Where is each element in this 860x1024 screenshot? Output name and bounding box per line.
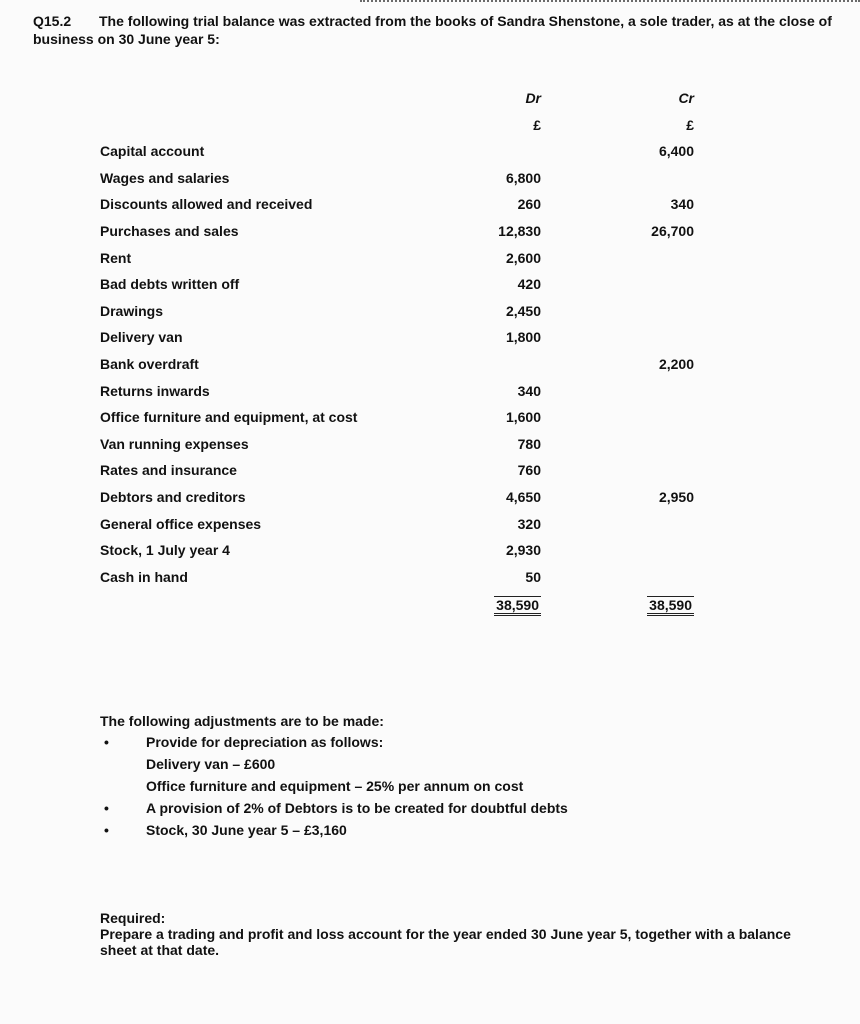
row-dr: 50 bbox=[525, 569, 541, 585]
row-label: Van running expenses bbox=[100, 436, 249, 452]
adjustments-intro: The following adjustments are to be made: bbox=[100, 713, 384, 729]
table-row bbox=[0, 383, 860, 403]
table-row bbox=[0, 436, 860, 456]
table-row bbox=[0, 569, 860, 589]
row-dr: 780 bbox=[517, 436, 541, 452]
question-heading bbox=[33, 12, 833, 48]
row-label: Wages and salaries bbox=[100, 170, 230, 186]
row-label: Bad debts written off bbox=[100, 276, 240, 292]
table-row bbox=[0, 356, 860, 376]
row-label: Debtors and creditors bbox=[100, 489, 246, 505]
row-dr: 1,800 bbox=[505, 329, 541, 345]
total-cr: 38,590 bbox=[647, 596, 694, 616]
bullet: • bbox=[104, 822, 109, 838]
row-dr: 2,600 bbox=[505, 250, 541, 266]
row-dr: 320 bbox=[517, 516, 541, 532]
row-label: Rates and insurance bbox=[100, 462, 237, 478]
row-dr: 340 bbox=[517, 383, 541, 399]
row-dr: 420 bbox=[517, 276, 541, 292]
top-rule bbox=[360, 0, 860, 6]
currency-headers bbox=[0, 117, 860, 137]
table-row bbox=[0, 329, 860, 349]
question-text: The following trial balance was extracted from the books of Sandra Shenstone, a sole trader, as at the close of business on 30 June year 5: bbox=[33, 13, 832, 47]
adjustment-text: A provision of 2% of Debtors is to be created for doubtful debts bbox=[146, 800, 568, 816]
depreciation-furniture: Office furniture and equipment – 25% per annum on cost bbox=[146, 778, 524, 794]
table-row bbox=[0, 250, 860, 270]
required-heading: Required: bbox=[100, 910, 166, 926]
adjustment-text: Provide for depreciation as follows: bbox=[146, 734, 384, 750]
table-row bbox=[0, 409, 860, 429]
table-row bbox=[0, 462, 860, 482]
table-row bbox=[0, 196, 860, 216]
row-cr: 2,950 bbox=[658, 489, 694, 505]
cr-header: Cr bbox=[678, 90, 694, 106]
dr-currency: £ bbox=[533, 117, 541, 133]
row-label: Capital account bbox=[100, 143, 205, 159]
row-dr: 260 bbox=[517, 196, 541, 212]
row-label: Rent bbox=[100, 250, 132, 266]
dr-header: Dr bbox=[525, 90, 541, 106]
question-number: Q15.2 bbox=[33, 13, 72, 29]
row-label: Delivery van bbox=[100, 329, 183, 345]
table-row bbox=[0, 303, 860, 323]
total-dr: 38,590 bbox=[494, 596, 541, 616]
table-row bbox=[0, 489, 860, 509]
row-label: Bank overdraft bbox=[100, 356, 199, 372]
row-cr: 26,700 bbox=[651, 223, 694, 239]
row-dr: 2,450 bbox=[505, 303, 541, 319]
row-dr: 4,650 bbox=[505, 489, 541, 505]
adjustment-text: Stock, 30 June year 5 – £3,160 bbox=[146, 822, 347, 838]
row-dr: 12,830 bbox=[498, 223, 541, 239]
row-cr: 2,200 bbox=[658, 356, 694, 372]
row-label: Office furniture and equipment, at cost bbox=[100, 409, 358, 425]
table-row bbox=[0, 223, 860, 243]
row-label: Purchases and sales bbox=[100, 223, 239, 239]
row-dr: 6,800 bbox=[505, 170, 541, 186]
table-row bbox=[0, 143, 860, 163]
column-headers bbox=[0, 90, 860, 110]
totals-row bbox=[0, 596, 860, 616]
table-row bbox=[0, 276, 860, 296]
table-row bbox=[0, 542, 860, 562]
row-dr: 1,600 bbox=[505, 409, 541, 425]
required-section bbox=[100, 910, 830, 958]
row-label: Cash in hand bbox=[100, 569, 188, 585]
row-dr: 760 bbox=[517, 462, 541, 478]
row-label: Drawings bbox=[100, 303, 164, 319]
table-row bbox=[0, 170, 860, 190]
row-cr: 340 bbox=[670, 196, 694, 212]
row-label: Stock, 1 July year 4 bbox=[100, 542, 230, 558]
depreciation-van: Delivery van – £600 bbox=[146, 756, 276, 772]
row-label: General office expenses bbox=[100, 516, 262, 532]
required-text: Prepare a trading and profit and loss account for the year ended 30 June year 5, together with a balance sheet at that date. bbox=[100, 926, 791, 958]
row-cr: 6,400 bbox=[658, 143, 694, 159]
bullet: • bbox=[104, 800, 109, 816]
table-row bbox=[0, 516, 860, 536]
row-label: Returns inwards bbox=[100, 383, 210, 399]
row-dr: 2,930 bbox=[505, 542, 541, 558]
row-label: Discounts allowed and received bbox=[100, 196, 313, 212]
bullet: • bbox=[104, 734, 109, 750]
cr-currency: £ bbox=[686, 117, 694, 133]
